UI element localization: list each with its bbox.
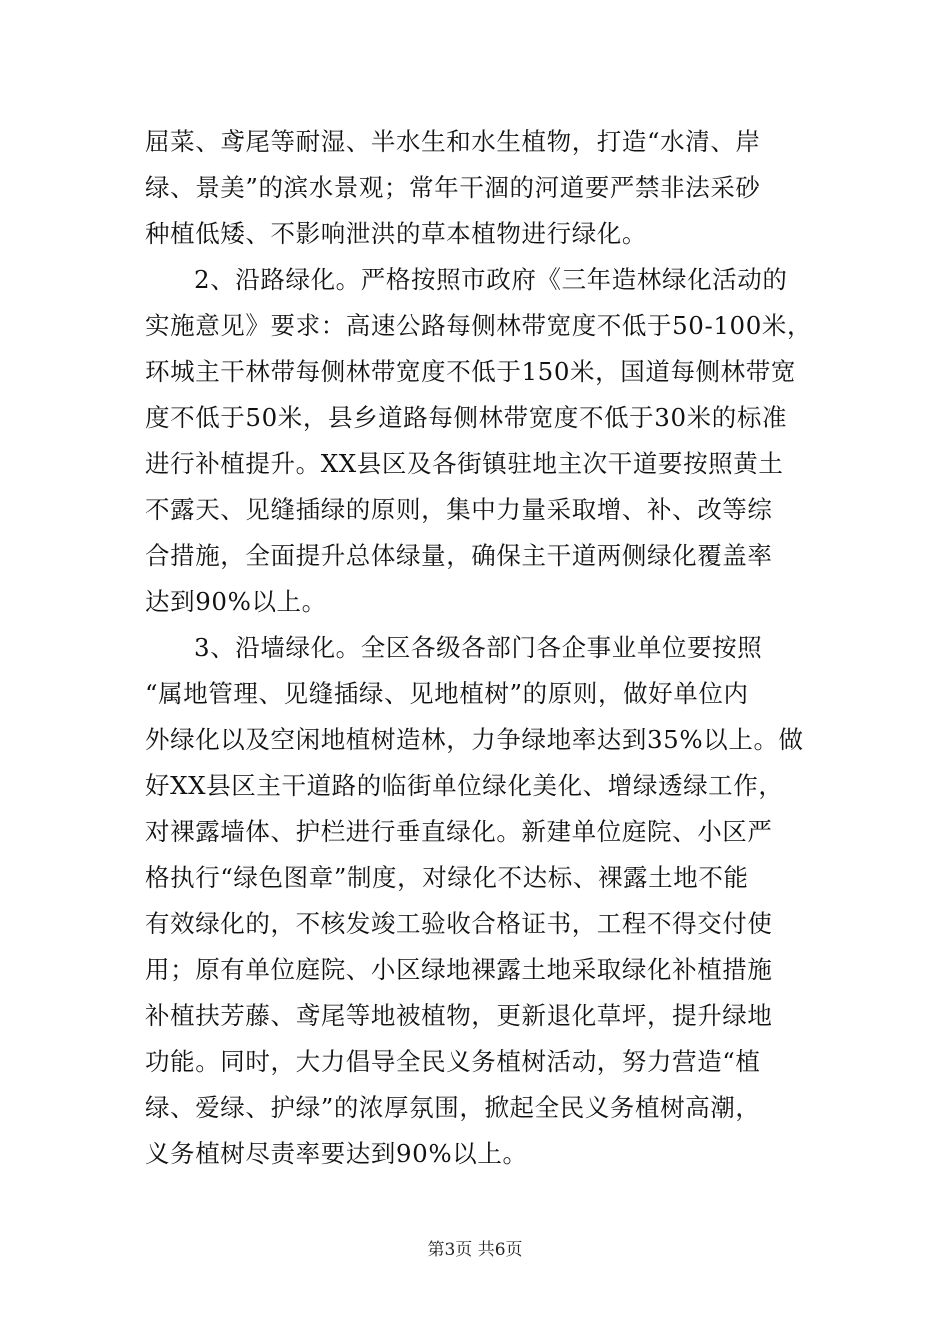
text-line: 补植扶芳藤、鸢尾等地被植物，更新退化草坪，提升绿地 bbox=[145, 1001, 773, 1030]
text-line: 实施意见》要求：高速公路每侧林带宽度不低于50-100米， bbox=[145, 311, 813, 340]
text-line: 对裸露墙体、护栏进行垂直绿化。新建单位庭院、小区严 bbox=[145, 817, 773, 846]
page-number: 第3页 共6页 bbox=[427, 1240, 523, 1260]
text-line: 有效绿化的，不核发竣工验收合格证书，工程不得交付使 bbox=[145, 909, 773, 938]
text-line: 功能。同时，大力倡导全民义务植树活动，努力营造“植 bbox=[145, 1047, 761, 1076]
text-line: 义务植树尽责率要达到90%以上。 bbox=[145, 1139, 528, 1168]
text-line: 环城主干林带每侧林带宽度不低于150米，国道每侧林带宽 bbox=[145, 357, 796, 386]
paragraph-start-line: 3、沿墙绿化。全区各级各部门各企事业单位要按照 bbox=[194, 633, 763, 662]
text-line: 格执行“绿色图章”制度，对绿化不达标、裸露土地不能 bbox=[145, 863, 749, 892]
text-line: 绿、爱绿、护绿”的浓厚氛围，掀起全民义务植树高潮， bbox=[145, 1093, 761, 1122]
text-line: 绿、景美”的滨水景观；常年干涸的河道要严禁非法采砂 bbox=[145, 173, 761, 202]
paragraph-start-line: 2、沿路绿化。严格按照市政府《三年造林绿化活动的 bbox=[194, 265, 788, 294]
text-line: 用；原有单位庭院、小区绿地裸露土地采取绿化补植措施 bbox=[145, 955, 773, 984]
text-line: 种植低矮、不影响泄洪的草本植物进行绿化。 bbox=[145, 219, 647, 248]
text-line: 外绿化以及空闲地植树造林，力争绿地率达到35%以上。做 bbox=[145, 725, 804, 754]
text-line: 合措施，全面提升总体绿量，确保主干道两侧绿化覆盖率 bbox=[145, 541, 773, 570]
text-line: “属地管理、见缝插绿、见地植树”的原则，做好单位内 bbox=[145, 679, 749, 708]
text-line: 度不低于50米，县乡道路每侧林带宽度不低于30米的标准 bbox=[145, 403, 788, 432]
text-line: 不露天、见缝插绿的原则，集中力量采取增、补、改等综 bbox=[145, 495, 773, 524]
text-line: 屈菜、鸢尾等耐湿、半水生和水生植物，打造“水清、岸 bbox=[145, 127, 761, 156]
text-line: 达到90%以上。 bbox=[145, 587, 327, 616]
text-line: 好XX县区主干道路的临街单位绿化美化、增绿透绿工作， bbox=[145, 771, 784, 800]
text-line: 进行补植提升。XX县区及各街镇驻地主次干道要按照黄土 bbox=[145, 449, 784, 478]
